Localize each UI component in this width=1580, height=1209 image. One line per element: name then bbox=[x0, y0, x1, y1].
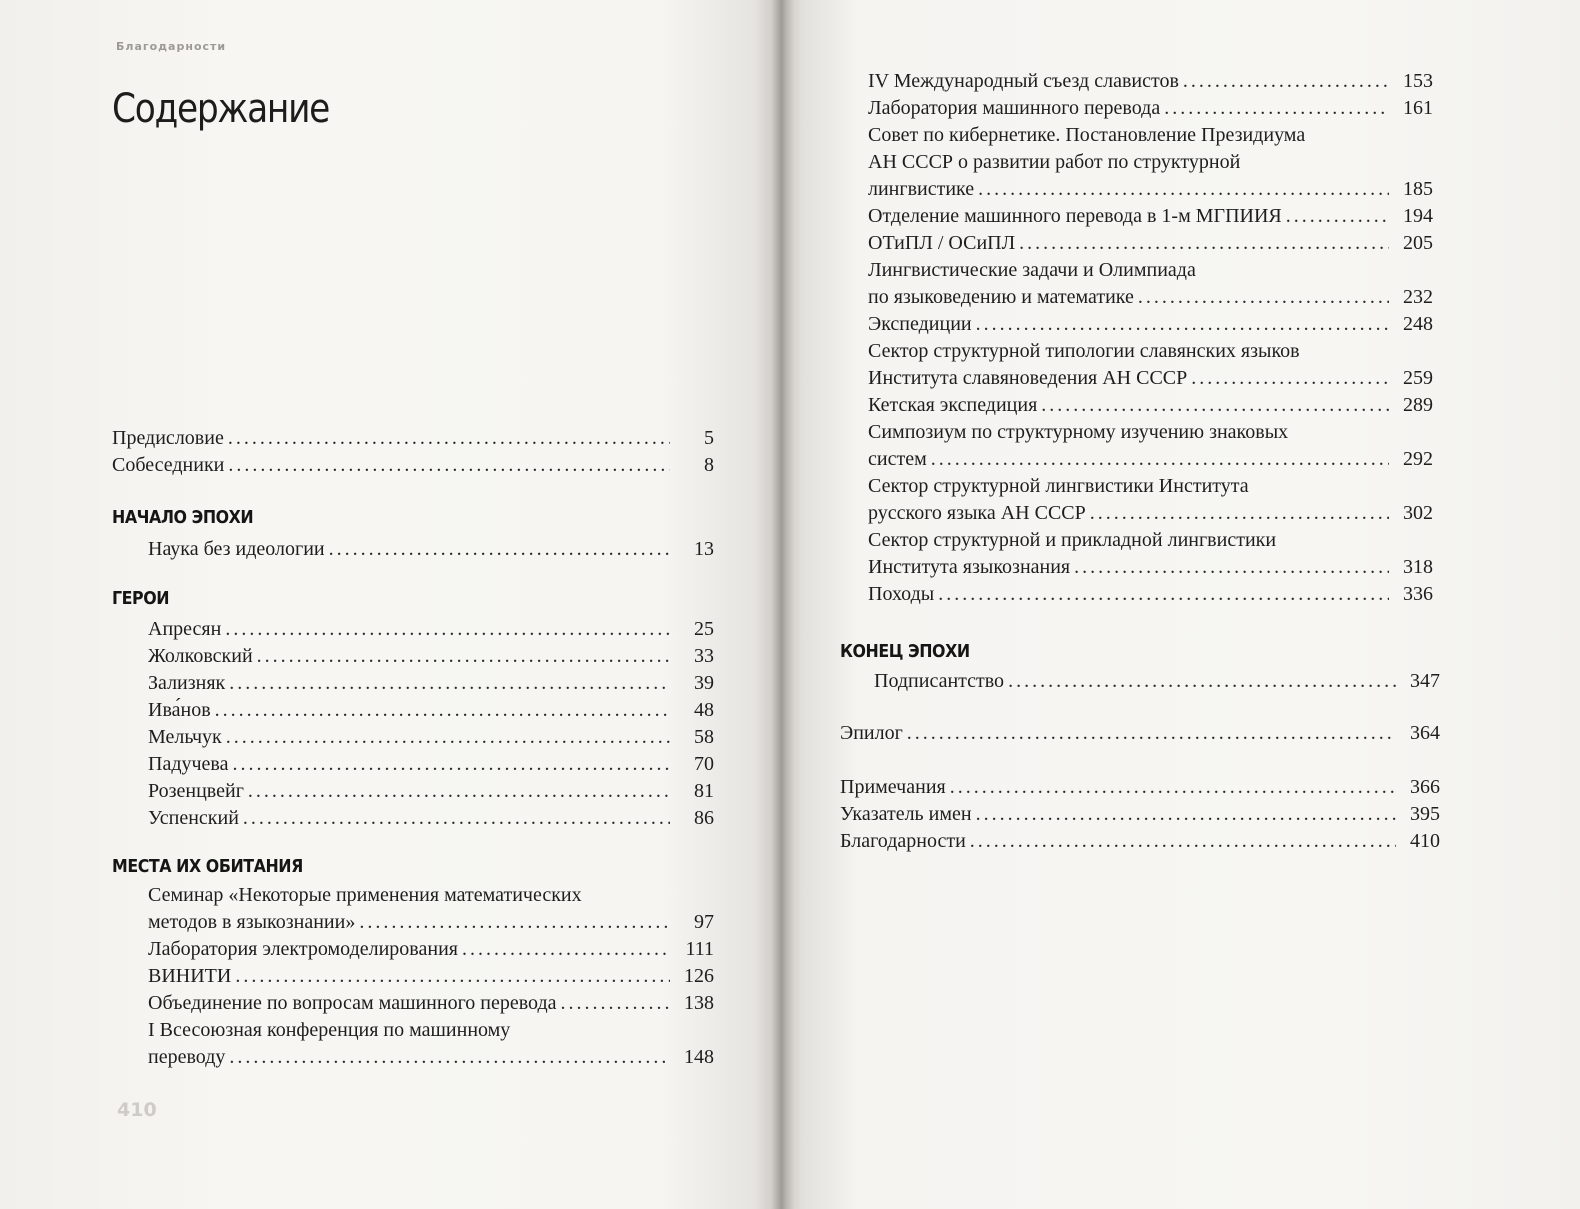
toc-entry-page: 194 bbox=[1403, 205, 1433, 227]
toc-entry-label: Подписантство bbox=[874, 670, 1005, 692]
section-heading: МЕСТА ИХ ОБИТАНИЯ bbox=[112, 856, 303, 877]
toc-entry[interactable] bbox=[868, 95, 1433, 122]
toc-entry-label: Кетская экспедиция bbox=[868, 394, 1038, 416]
toc-entry[interactable] bbox=[112, 536, 714, 563]
toc-entry[interactable] bbox=[112, 616, 714, 643]
leader-dots bbox=[938, 581, 1389, 608]
toc-entry-label: по языковедению и математике bbox=[868, 286, 1134, 308]
toc-entry-label: ОТиПЛ / ОСиПЛ bbox=[868, 232, 1016, 254]
toc-entry[interactable] bbox=[112, 724, 714, 751]
toc-entry-line: Сектор структурной и прикладной лингвистики bbox=[868, 529, 1277, 551]
leader-dots bbox=[226, 724, 670, 751]
toc-entry[interactable] bbox=[868, 392, 1433, 419]
leader-dots bbox=[970, 828, 1396, 855]
toc-entry-page: 289 bbox=[1403, 394, 1433, 416]
page-title: Содержание bbox=[112, 86, 330, 132]
toc-entry-page: 81 bbox=[694, 780, 714, 802]
toc-entry-label: русского языка АН СССР bbox=[868, 502, 1086, 524]
leader-dots bbox=[1019, 230, 1389, 257]
toc-entry-label: ВИНИТИ bbox=[148, 965, 232, 987]
toc-entry[interactable] bbox=[868, 203, 1433, 230]
toc-entry-line: Сектор структурной типологии славянских языков bbox=[868, 340, 1300, 362]
toc-entry-page: 148 bbox=[684, 1046, 714, 1068]
right-page bbox=[778, 0, 1580, 1209]
leader-dots bbox=[1074, 554, 1389, 581]
toc-entry[interactable] bbox=[868, 122, 1433, 203]
toc-entry[interactable] bbox=[840, 774, 1440, 801]
toc-entry-label: переводу bbox=[148, 1046, 226, 1068]
toc-entry-label: Зализняк bbox=[148, 672, 226, 694]
toc-entry[interactable] bbox=[112, 778, 714, 805]
toc-section-nachalo bbox=[112, 506, 714, 563]
toc-entry-label: Падучева bbox=[148, 753, 229, 775]
toc-entry-label: Отделение машинного перевода в 1-м МГПИИЯ bbox=[868, 205, 1282, 227]
toc-entry-label: Благодарности bbox=[840, 830, 966, 852]
leader-dots bbox=[248, 778, 670, 805]
toc-entry-page: 205 bbox=[1403, 232, 1433, 254]
toc-entry-page: 8 bbox=[704, 454, 714, 476]
toc-entry-page: 410 bbox=[1410, 830, 1440, 852]
book-gutter bbox=[770, 0, 796, 1209]
toc-entry[interactable] bbox=[112, 1017, 714, 1071]
toc-entry[interactable] bbox=[840, 720, 1440, 747]
toc-entry-page: 58 bbox=[694, 726, 714, 748]
leader-dots bbox=[978, 176, 1389, 203]
running-head: Благодарности bbox=[116, 40, 227, 53]
leader-dots bbox=[359, 909, 670, 936]
leader-dots bbox=[1008, 668, 1396, 695]
toc-entry-page: 292 bbox=[1403, 448, 1433, 470]
toc-entry-label: Предисловие bbox=[112, 427, 224, 449]
toc-entry[interactable] bbox=[868, 473, 1433, 527]
toc-entry-page: 395 bbox=[1410, 803, 1440, 825]
leader-dots bbox=[233, 751, 671, 778]
toc-entry[interactable] bbox=[112, 670, 714, 697]
toc-entry[interactable] bbox=[840, 668, 1440, 695]
toc-entry-label: систем bbox=[868, 448, 927, 470]
toc-section-geroi bbox=[112, 587, 714, 832]
toc-entry[interactable] bbox=[868, 68, 1433, 95]
toc-entry-page: 302 bbox=[1403, 502, 1433, 524]
leader-dots bbox=[1191, 365, 1389, 392]
toc-entry-label: Походы bbox=[868, 583, 935, 605]
leader-dots bbox=[462, 936, 670, 963]
toc-entry[interactable] bbox=[112, 697, 714, 724]
toc-entry-page: 347 bbox=[1410, 670, 1440, 692]
leader-dots bbox=[1041, 392, 1389, 419]
toc-entry[interactable] bbox=[112, 963, 714, 990]
toc-entry[interactable] bbox=[112, 643, 714, 670]
toc-entry-label: Лаборатория электромоделирования bbox=[148, 938, 458, 960]
toc-section-konec bbox=[840, 640, 1440, 695]
toc-entry-label: Примечания bbox=[840, 776, 946, 798]
toc-entry-page: 111 bbox=[685, 938, 714, 960]
toc-entry[interactable] bbox=[868, 311, 1433, 338]
toc-back-matter bbox=[840, 720, 1440, 855]
toc-entry-line: Лингвистические задачи и Олимпиада bbox=[868, 259, 1196, 281]
toc-entry-label: Успенский bbox=[148, 807, 239, 829]
toc-entry-label: лингвистике bbox=[868, 178, 975, 200]
toc-entry-label: Ива́нов bbox=[148, 699, 211, 721]
leader-dots bbox=[329, 536, 670, 563]
toc-entry-line: Симпозиум по структурному изучению знаковых bbox=[868, 421, 1289, 443]
toc-entry-page: 39 bbox=[694, 672, 714, 694]
toc-entry-label: Жолковский bbox=[148, 645, 253, 667]
toc-entry[interactable] bbox=[112, 805, 714, 832]
toc-entry-label: Эпилог bbox=[840, 722, 903, 744]
leader-dots bbox=[976, 311, 1389, 338]
leader-dots bbox=[1286, 203, 1389, 230]
toc-entry-page: 70 bbox=[694, 753, 714, 775]
toc-entry[interactable] bbox=[112, 882, 714, 936]
toc-entry-page: 153 bbox=[1403, 70, 1433, 92]
toc-entry-page: 13 bbox=[694, 538, 714, 560]
page-number: 410 bbox=[117, 1099, 157, 1121]
toc-entry-label: Объединение по вопросам машинного перевода bbox=[148, 992, 557, 1014]
leader-dots bbox=[257, 643, 670, 670]
toc-entry-page: 86 bbox=[694, 807, 714, 829]
toc-entry-page: 138 bbox=[684, 992, 714, 1014]
toc-entry[interactable] bbox=[868, 581, 1433, 608]
toc-entry-line: Семинар «Некоторые применения математических bbox=[148, 884, 582, 906]
toc-entry[interactable] bbox=[868, 230, 1433, 257]
toc-entry-page: 185 bbox=[1403, 178, 1433, 200]
toc-entry-line: I Всесоюзная конференция по машинному bbox=[148, 1019, 511, 1041]
toc-entry-label: Указатель имен bbox=[840, 803, 972, 825]
section-heading: НАЧАЛО ЭПОХИ bbox=[112, 507, 254, 528]
toc-entry[interactable] bbox=[840, 828, 1440, 855]
toc-entry[interactable] bbox=[112, 425, 714, 452]
toc-entry[interactable] bbox=[112, 452, 714, 479]
section-heading: КОНЕЦ ЭПОХИ bbox=[840, 641, 970, 662]
toc-entry[interactable] bbox=[112, 990, 714, 1017]
toc-entry-page: 48 bbox=[694, 699, 714, 721]
toc-entry[interactable] bbox=[112, 936, 714, 963]
toc-entry-label: Собеседники bbox=[112, 454, 225, 476]
toc-entry[interactable] bbox=[868, 338, 1433, 392]
toc-entry[interactable] bbox=[868, 527, 1433, 581]
toc-entry-page: 126 bbox=[684, 965, 714, 987]
leader-dots bbox=[225, 616, 670, 643]
leader-dots bbox=[1138, 284, 1389, 311]
toc-entry-label: Института языкознания bbox=[868, 556, 1071, 578]
toc-entry-page: 336 bbox=[1403, 583, 1433, 605]
left-page bbox=[0, 0, 778, 1209]
toc-entry-page: 364 bbox=[1410, 722, 1440, 744]
toc-entry-page: 318 bbox=[1403, 556, 1433, 578]
toc-entry-page: 161 bbox=[1403, 97, 1433, 119]
toc-entry-line: Совет по кибернетике. Постановление Президиума bbox=[868, 124, 1306, 146]
leader-dots bbox=[976, 801, 1396, 828]
toc-entry-label: Мельчук bbox=[148, 726, 222, 748]
toc-entry-line: АН СССР о развитии работ по структурной bbox=[868, 151, 1241, 173]
leader-dots bbox=[215, 697, 670, 724]
toc-entry-page: 5 bbox=[704, 427, 714, 449]
leader-dots bbox=[931, 446, 1389, 473]
toc-entry-label: Розенцвейг bbox=[148, 780, 244, 802]
leader-dots bbox=[561, 990, 670, 1017]
toc-entry-page: 97 bbox=[694, 911, 714, 933]
leader-dots bbox=[228, 425, 670, 452]
leader-dots bbox=[228, 452, 670, 479]
toc-entry[interactable] bbox=[868, 257, 1433, 311]
toc-entry[interactable] bbox=[868, 419, 1433, 473]
toc-entry[interactable] bbox=[840, 801, 1440, 828]
toc-entry-label: IV Международный съезд славистов bbox=[868, 70, 1179, 92]
toc-entry-page: 366 bbox=[1410, 776, 1440, 798]
toc-entry-label: Наука без идеологии bbox=[148, 538, 325, 560]
toc-entry-label: Института славяноведения АН СССР bbox=[868, 367, 1188, 389]
toc-entry-line: Сектор структурной лингвистики Института bbox=[868, 475, 1249, 497]
toc-entry-label: Экспедиции bbox=[868, 313, 972, 335]
toc-entry-page: 232 bbox=[1403, 286, 1433, 308]
leader-dots bbox=[235, 963, 670, 990]
toc-entry[interactable] bbox=[112, 751, 714, 778]
toc-section-mesta bbox=[112, 855, 714, 1071]
leader-dots bbox=[243, 805, 670, 832]
toc-entry-page: 248 bbox=[1403, 313, 1433, 335]
section-heading: ГЕРОИ bbox=[112, 588, 170, 609]
leader-dots bbox=[950, 774, 1396, 801]
toc-entry-page: 33 bbox=[694, 645, 714, 667]
leader-dots bbox=[1183, 68, 1389, 95]
toc-entry-label: Лаборатория машинного перевода bbox=[868, 97, 1161, 119]
leader-dots bbox=[907, 720, 1396, 747]
toc-entry-page: 259 bbox=[1403, 367, 1433, 389]
toc-right-column bbox=[868, 68, 1433, 608]
toc-entry-label: методов в языкознании» bbox=[148, 911, 356, 933]
toc-front-matter bbox=[112, 425, 714, 479]
leader-dots bbox=[229, 1044, 670, 1071]
toc-entry-label: Апресян bbox=[148, 618, 222, 640]
leader-dots bbox=[229, 670, 670, 697]
leader-dots bbox=[1090, 500, 1389, 527]
toc-entry-page: 25 bbox=[694, 618, 714, 640]
leader-dots bbox=[1164, 95, 1389, 122]
